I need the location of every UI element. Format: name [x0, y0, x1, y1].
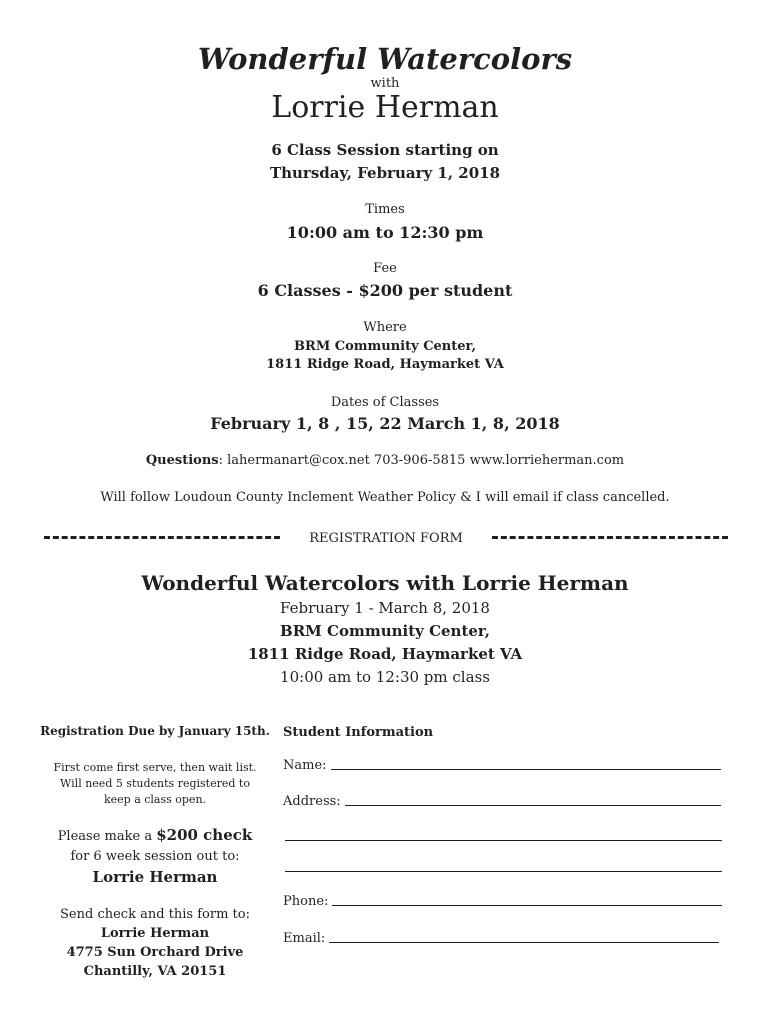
address-line-2[interactable]: [285, 840, 722, 841]
check-pre: Please make a: [57, 829, 157, 844]
where-line-1: BRM Community Center,: [294, 339, 476, 354]
address-line-3[interactable]: [285, 871, 722, 872]
email-label: Email:: [283, 931, 326, 946]
waitlist-note-3: keep a class open.: [103, 793, 207, 806]
address-field[interactable]: [283, 794, 721, 809]
waitlist-note-1: First come first serve, then wait list.: [53, 761, 257, 774]
check-line-2: for 6 week session out to:: [70, 849, 240, 864]
name-label: Name:: [283, 758, 327, 773]
dates-label: Dates of Classes: [330, 395, 440, 410]
send-street: 4775 Sun Orchard Drive: [66, 945, 244, 960]
instructor-name: Lorrie Herman: [271, 90, 499, 125]
registration-title: Wonderful Watercolors with Lorrie Herman: [141, 571, 629, 595]
address-label: Address:: [283, 794, 341, 809]
phone-label: Phone:: [283, 894, 329, 909]
times-value: 10:00 am to 12:30 pm: [286, 223, 484, 242]
flyer-title: Wonderful Watercolors: [197, 42, 573, 76]
name-field[interactable]: [283, 758, 721, 773]
times-label: Times: [365, 202, 405, 217]
waitlist-note-2: Will need 5 students registered to: [60, 777, 250, 790]
check-instruction: [40, 826, 270, 844]
where-label: Where: [363, 320, 407, 335]
email-field[interactable]: [283, 931, 719, 946]
name-line[interactable]: [331, 768, 721, 770]
send-name: Lorrie Herman: [100, 926, 210, 941]
check-amount: $200 check: [156, 826, 253, 844]
address-line[interactable]: [345, 804, 721, 806]
where-line-2: 1811 Ridge Road, Haymarket VA: [266, 357, 504, 372]
weather-policy: Will follow Loudoun County Inclement Weather Policy & I will email if class cancelled.: [100, 490, 670, 505]
send-city: Chantilly, VA 20151: [83, 964, 227, 979]
fee-label: Fee: [373, 261, 397, 276]
fee-value: 6 Classes - $200 per student: [257, 281, 513, 300]
send-label: Send check and this form to:: [60, 907, 250, 922]
divider-left: [44, 536, 280, 539]
phone-line[interactable]: [332, 904, 722, 906]
registration-venue: BRM Community Center,: [280, 622, 490, 640]
registration-due: Registration Due by January 15th.: [40, 724, 270, 738]
questions-label: Questions: [145, 453, 219, 468]
email-line[interactable]: [329, 941, 719, 943]
registration-time: 10:00 am to 12:30 pm class: [280, 668, 490, 686]
dates-value: February 1, 8 , 15, 22 March 1, 8, 2018: [210, 414, 560, 433]
with-text: with: [370, 76, 400, 91]
questions-contact: : lahermanart@cox.net 703-906-5815 www.lorrieherman.com: [218, 453, 625, 468]
check-payee: Lorrie Herman: [92, 868, 218, 886]
registration-dates: February 1 - March 8, 2018: [280, 599, 490, 617]
questions-line: [0, 453, 770, 468]
registration-form-label: REGISTRATION FORM: [309, 531, 463, 546]
divider-right: [492, 536, 728, 539]
student-info-heading: Student Information: [283, 725, 434, 740]
phone-field[interactable]: [283, 894, 722, 909]
session-line-2: Thursday, February 1, 2018: [269, 164, 501, 182]
registration-address: 1811 Ridge Road, Haymarket VA: [247, 645, 523, 663]
session-line-1: 6 Class Session starting on: [271, 141, 499, 159]
